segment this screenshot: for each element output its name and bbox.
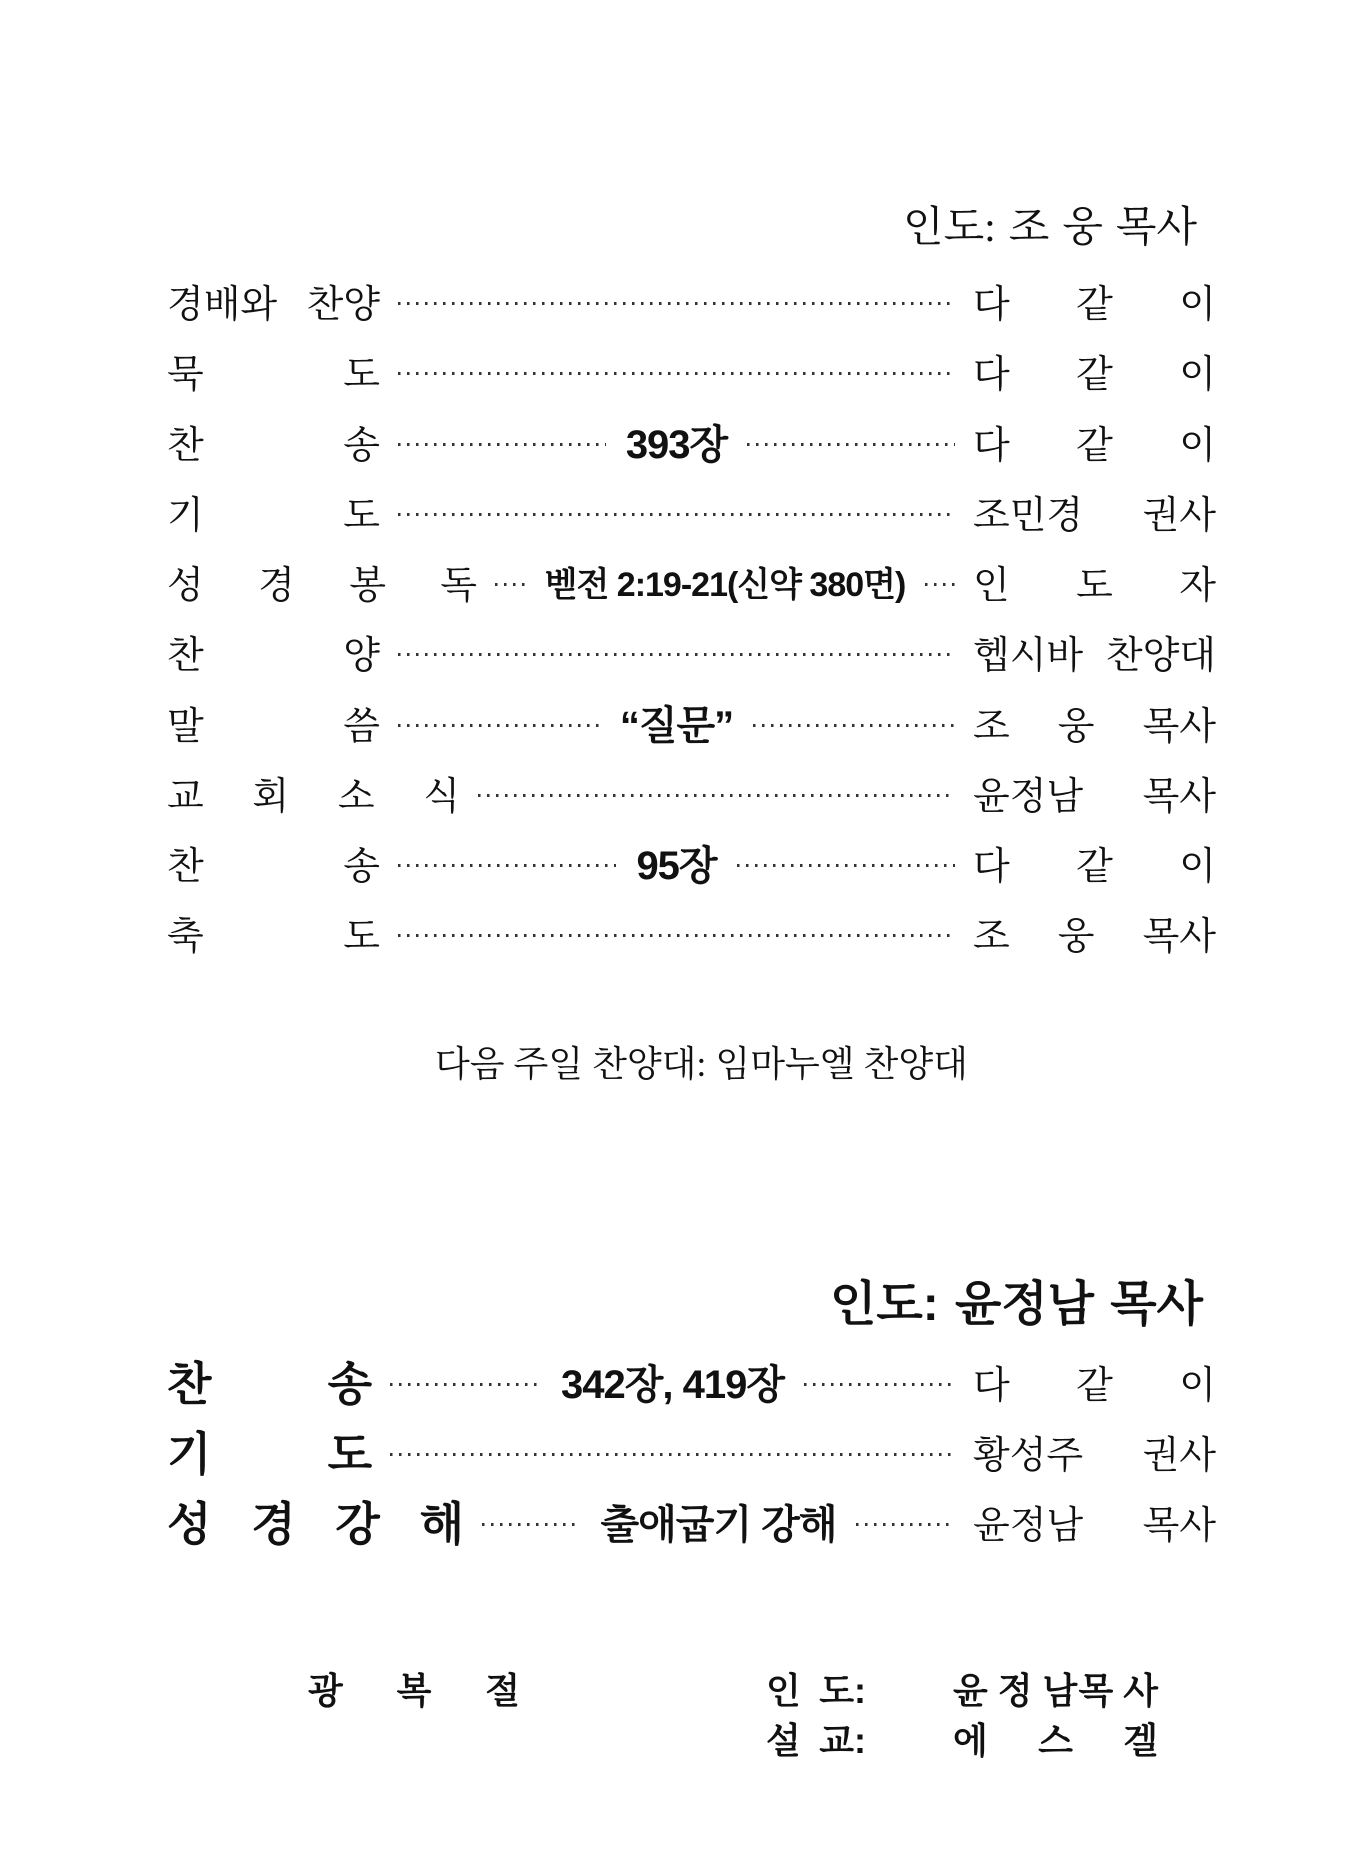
label-char: 해 xyxy=(419,1498,464,1550)
label-char: 경 xyxy=(251,1498,296,1550)
value-token: 조 xyxy=(973,705,1010,748)
row-label xyxy=(167,1488,464,1554)
worship-row xyxy=(167,488,1216,537)
dotted-leader xyxy=(753,724,955,727)
row-label xyxy=(167,765,460,820)
label-char: 송 xyxy=(343,845,380,888)
row-label xyxy=(167,624,380,679)
dotted-leader xyxy=(390,1453,955,1456)
footer-row xyxy=(766,1716,1158,1760)
value-token: 웅 xyxy=(1057,705,1095,748)
row-right-value xyxy=(973,554,1216,609)
label-char: 경 xyxy=(258,564,295,607)
value-token: 스 xyxy=(1038,1719,1073,1761)
leader-token: 인도: xyxy=(830,1277,939,1331)
label-char: 인 xyxy=(766,1669,801,1711)
dotted-leader xyxy=(398,653,955,656)
dotted-leader xyxy=(804,1383,955,1386)
row-right-value xyxy=(973,765,1216,820)
title-char: 광 xyxy=(308,1669,343,1711)
worship-row xyxy=(167,1495,1217,1550)
value-token: 이 xyxy=(1179,424,1217,467)
service1-leader-line xyxy=(903,198,1197,250)
value-token: 자 xyxy=(1179,564,1216,607)
dotted-leader xyxy=(747,443,955,446)
value-token: 목사 xyxy=(1142,775,1216,818)
row-right-value xyxy=(973,1354,1216,1409)
worship-row xyxy=(167,418,1217,467)
title-char: 복 xyxy=(396,1669,432,1711)
row-label xyxy=(167,695,380,750)
row-label xyxy=(167,835,380,890)
dotted-leader xyxy=(495,583,525,586)
label-char: 교: xyxy=(819,1719,866,1761)
value-token: 도 xyxy=(1076,564,1113,607)
label-char: 회 xyxy=(252,775,290,818)
value-token: 웅 xyxy=(1057,915,1095,958)
row-right-value xyxy=(973,414,1216,469)
row-right-value xyxy=(973,1424,1216,1479)
label-char: 성 xyxy=(167,1498,212,1550)
label-char: 기 xyxy=(167,494,204,537)
liberation-day-title xyxy=(308,1666,520,1710)
dotted-leader xyxy=(398,513,955,516)
label-char: 봉 xyxy=(349,564,386,607)
label-char: 찬양 xyxy=(306,283,380,326)
leader-token: 목사 xyxy=(1115,205,1197,251)
label-char: 씀 xyxy=(343,705,380,748)
footer-row-label xyxy=(766,1713,866,1764)
dotted-leader xyxy=(856,1523,955,1526)
value-token: 찬양대 xyxy=(1105,634,1216,677)
value-token: 다 xyxy=(973,283,1010,326)
leader-token: 조 xyxy=(1008,205,1050,251)
row-right-value xyxy=(973,695,1216,750)
row-label xyxy=(167,343,380,398)
label-char: 찬 xyxy=(167,634,204,677)
label-char: 성 xyxy=(167,564,204,607)
footer-row-value xyxy=(953,1713,1158,1764)
row-label xyxy=(167,273,380,328)
value-token: 권사 xyxy=(1142,1434,1216,1477)
dotted-leader xyxy=(398,372,955,375)
value-token: 헵시바 xyxy=(973,634,1084,677)
value-token: 겔 xyxy=(1123,1719,1158,1761)
value-token: 윤 정 남 xyxy=(953,1669,1078,1711)
row-label xyxy=(167,554,477,609)
dotted-leader xyxy=(390,1383,541,1386)
dotted-leader xyxy=(398,864,616,867)
footer-row xyxy=(766,1666,1158,1710)
value-token: 권사 xyxy=(1142,494,1216,537)
value-token: 이 xyxy=(1179,283,1216,326)
row-label xyxy=(167,414,380,469)
label-char: 소 xyxy=(337,775,375,818)
dotted-leader xyxy=(398,302,955,305)
row-label xyxy=(167,1418,372,1484)
row-right-value xyxy=(973,273,1216,328)
row-label xyxy=(167,484,380,539)
value-token: 같 xyxy=(1076,424,1113,467)
label-char: 묵 xyxy=(167,353,204,396)
value-token: 조 xyxy=(973,915,1010,958)
leader-token: 인도: xyxy=(903,205,996,251)
value-token: 이 xyxy=(1179,845,1217,888)
value-token: 다 xyxy=(973,353,1010,396)
service2-leader-line xyxy=(830,1270,1203,1331)
row-center-value: “질문” xyxy=(619,703,734,748)
value-token: 같 xyxy=(1076,1364,1113,1407)
worship-row xyxy=(167,699,1216,748)
row-center-value: 393장 xyxy=(625,422,728,467)
row-right-value xyxy=(973,484,1216,539)
next-week-choir-notice: 다음 주일 찬양대: 임마누엘 찬양대 xyxy=(435,1044,968,1084)
value-token: 황성주 xyxy=(973,1434,1084,1477)
value-token: 같 xyxy=(1076,845,1113,888)
label-char: 양 xyxy=(343,634,380,677)
label-char: 도: xyxy=(819,1669,866,1711)
label-char: 도 xyxy=(343,915,380,958)
worship-row xyxy=(167,558,1216,607)
label-char: 식 xyxy=(423,775,460,818)
worship-row xyxy=(167,347,1216,396)
value-token: 다 xyxy=(973,845,1010,888)
row-center-value: 95장 xyxy=(636,843,717,888)
dotted-leader xyxy=(398,934,955,937)
value-token: 이 xyxy=(1179,1364,1217,1407)
leader-token: 목사 xyxy=(1110,1277,1203,1331)
row-label xyxy=(167,1348,372,1414)
label-char: 송 xyxy=(327,1358,372,1410)
footer-row-label xyxy=(766,1663,866,1714)
title-char: 절 xyxy=(485,1669,520,1711)
label-char: 말 xyxy=(167,705,204,748)
value-token: 조민경 xyxy=(973,494,1084,537)
dotted-leader xyxy=(398,443,606,446)
row-right-value xyxy=(973,1494,1216,1549)
value-token: 다 xyxy=(973,424,1010,467)
row-right-value xyxy=(973,905,1216,960)
label-char: 도 xyxy=(343,353,380,396)
footer-row-value xyxy=(953,1663,1158,1714)
label-char: 설 xyxy=(766,1719,801,1761)
row-center-value: 벧전 2:19-21(신약 380면) xyxy=(544,565,906,604)
value-token: 목사 xyxy=(1142,915,1216,958)
label-char: 도 xyxy=(327,1428,372,1480)
value-token: 윤정남 xyxy=(973,1504,1084,1547)
worship-row xyxy=(167,909,1216,958)
dotted-leader xyxy=(478,794,955,797)
label-char: 교 xyxy=(167,775,204,818)
label-char: 경배와 xyxy=(167,283,278,326)
value-token: 인 xyxy=(973,564,1010,607)
value-token: 이 xyxy=(1179,353,1216,396)
worship-row xyxy=(167,1425,1216,1480)
dotted-leader xyxy=(925,583,955,586)
value-token: 다 xyxy=(973,1364,1010,1407)
label-char: 송 xyxy=(343,424,380,467)
value-token: 에 xyxy=(953,1719,988,1761)
value-token: 목사 xyxy=(1142,705,1216,748)
label-char: 기 xyxy=(167,1428,212,1480)
row-right-value xyxy=(973,835,1216,890)
worship-row xyxy=(167,1355,1217,1410)
worship-row xyxy=(167,769,1216,818)
row-right-value xyxy=(973,624,1216,679)
row-center-value: 342장, 419장 xyxy=(561,1362,784,1407)
leader-token: 윤정남 xyxy=(954,1277,1095,1331)
label-char: 찬 xyxy=(167,424,204,467)
worship-row xyxy=(167,839,1217,888)
dotted-leader xyxy=(482,1523,581,1526)
value-token: 같 xyxy=(1076,283,1113,326)
row-center-value: 출애굽기 강해 xyxy=(600,1502,837,1547)
worship-row xyxy=(167,628,1216,677)
dotted-leader xyxy=(398,724,600,727)
worship-row xyxy=(167,277,1216,326)
dotted-leader xyxy=(737,864,955,867)
label-char: 도 xyxy=(343,494,380,537)
value-token: 목 사 xyxy=(1078,1669,1158,1711)
label-char: 찬 xyxy=(167,845,204,888)
label-char: 찬 xyxy=(167,1358,212,1410)
value-token: 목사 xyxy=(1142,1504,1217,1547)
label-char: 독 xyxy=(440,564,477,607)
leader-token: 웅 xyxy=(1062,205,1103,251)
label-char: 축 xyxy=(167,915,204,958)
value-token: 윤정남 xyxy=(973,775,1084,818)
row-right-value xyxy=(973,343,1216,398)
label-char: 강 xyxy=(335,1498,380,1550)
row-label xyxy=(167,905,380,960)
value-token: 같 xyxy=(1076,353,1113,396)
